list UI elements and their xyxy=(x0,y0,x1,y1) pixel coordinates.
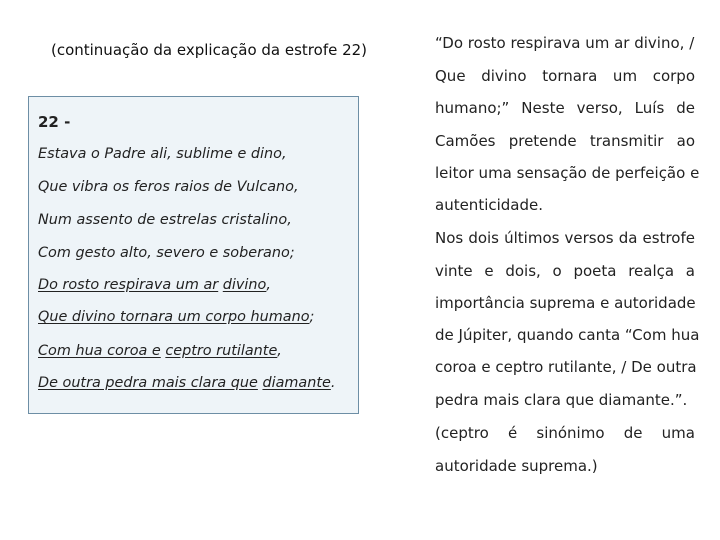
underlined-phrase: De outra pedra mais clara que xyxy=(38,375,258,391)
explanation-line: “Do rosto respirava um ar divino, / xyxy=(435,34,695,52)
underlined-phrase: ceptro rutilante xyxy=(165,343,278,359)
verse-text: . xyxy=(330,375,336,391)
verse-text: ; xyxy=(309,309,315,325)
verse-line xyxy=(38,146,287,162)
verse-text: , xyxy=(277,343,282,359)
explanation-line: de Júpiter, quando canta “Com hua xyxy=(435,326,700,344)
page-subtitle: (continuação da explicação da estrofe 22) xyxy=(50,41,368,59)
verse-text: Num assento de estrelas cristalino, xyxy=(38,212,292,228)
explanation-line: autoridade suprema.) xyxy=(435,457,598,475)
underlined-phrase: Com hua coroa e xyxy=(38,343,161,359)
explanation-line: vinte e dois, o poeta realça a xyxy=(435,262,695,280)
stanza-box xyxy=(28,96,359,414)
verse-text: , xyxy=(266,277,271,293)
explanation-line: pedra mais clara que diamante.”. xyxy=(435,391,688,409)
explanation-line: humano;” Neste verso, Luís de xyxy=(435,99,695,117)
verse-line xyxy=(38,309,314,325)
stanza-number: 22 - xyxy=(38,113,71,131)
underlined-phrase: diamante xyxy=(262,375,331,391)
verse-line xyxy=(38,212,292,228)
underlined-phrase: divino xyxy=(222,277,267,293)
verse-line xyxy=(38,179,299,195)
verse-line xyxy=(38,375,335,391)
underlined-phrase: Que divino tornara um corpo humano xyxy=(38,309,310,325)
explanation-line: Que divino tornara um corpo xyxy=(435,67,695,85)
verse-text: Que vibra os feros raios de Vulcano, xyxy=(38,179,299,195)
verse-line xyxy=(38,277,271,293)
explanation-line: Camões pretende transmitir ao xyxy=(435,132,695,150)
verse-line xyxy=(38,245,295,261)
verse-text: Estava o Padre ali, sublime e dino, xyxy=(38,146,287,162)
explanation-line: autenticidade. xyxy=(435,196,544,214)
underlined-phrase: Do rosto respirava um ar xyxy=(38,277,219,293)
verse-text: Com gesto alto, severo e soberano; xyxy=(38,245,295,261)
explanation-line: importância suprema e autoridade xyxy=(435,294,696,312)
explanation-line: Nos dois últimos versos da estrofe xyxy=(435,229,695,247)
explanation-line: leitor uma sensação de perfeição e xyxy=(435,164,700,182)
explanation-line: coroa e ceptro rutilante, / De outra xyxy=(435,358,697,376)
explanation-line: (ceptro é sinónimo de uma xyxy=(435,424,695,442)
verse-line xyxy=(38,343,282,359)
